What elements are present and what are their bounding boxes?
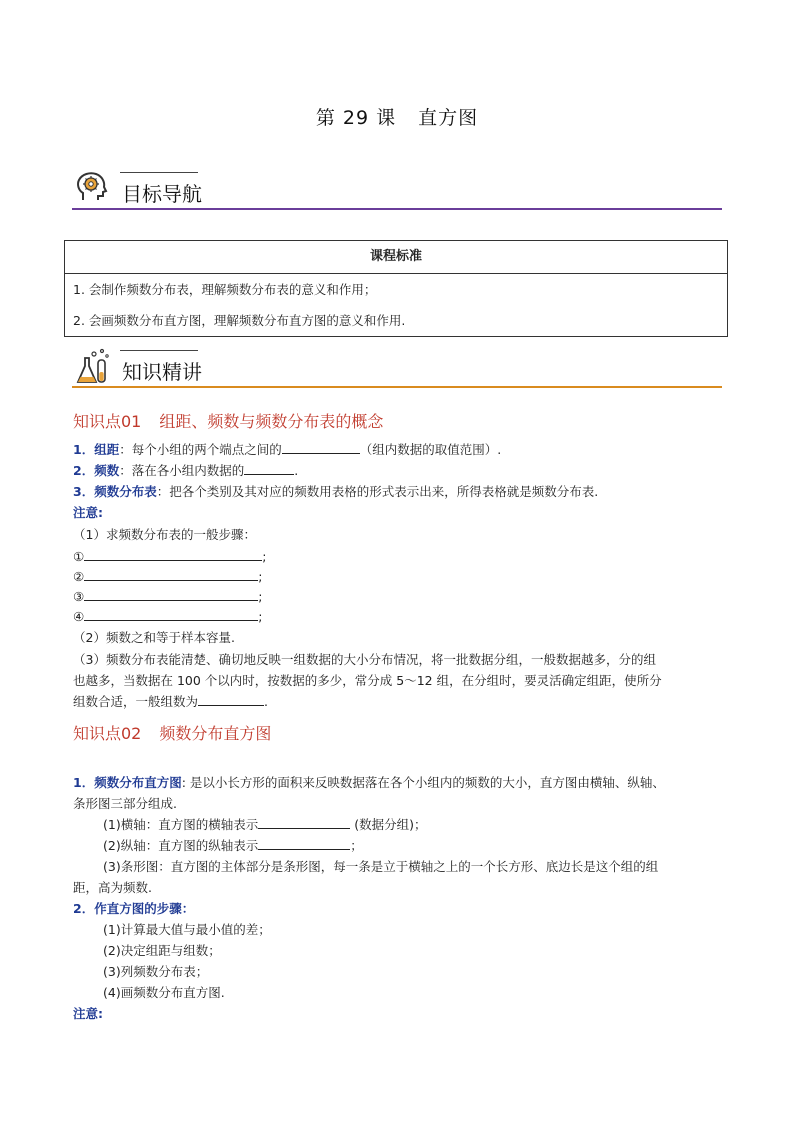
standards-row: 1. 会制作频数分布表，理解频数分布表的意义和作用； [73,282,377,297]
kp2-item1-cont: 条形图三部分组成. [73,796,177,811]
kp2-sub3: (3)条形图：直方图的主体部分是条形图，每一条是立于横轴之上的一个长方形、底边长是这个组的组 [103,859,659,874]
kp2-name: 频数分布直方图 [159,724,272,743]
kp2-note-label: 注意: [73,1006,103,1021]
kp1-note-3-line2: 也越多，当数据在 100 个以内时，按数据的多少，常分成 5～12 组，在分组时，要灵活确定组距，使所分 [73,673,662,688]
kp2-item1: 1．频数分布直方图: 是以小长方形的面积来反映数据落在各个小组内的频数的大小，直方图由横轴、纵轴、 [73,775,665,790]
kp2-step: (4)画频数分布直方图. [103,985,225,1000]
lesson-topic: 直方图 [418,107,479,129]
kp1-item1: 1．组距：每个小组的两个端点之间的 （组内数据的取值范围）. [73,442,502,457]
kp2-sub1: (1)横轴：直方图的横轴表示 (数据分组)； [103,817,427,832]
standards-row: 2. 会画频数分布直方图，理解频数分布直方图的意义和作用. [73,313,406,328]
kp2-step: (1)计算最大值与最小值的差； [103,922,271,937]
kp1-note-3-line1: （3）频数分布表能清楚、确切地反映一组数据的大小分布情况，将一批数据分组，一般数据越多，分的组 [73,652,656,667]
kp1-note-2: （2）频数之和等于样本容量. [73,630,235,645]
fill-blank[interactable] [244,461,294,475]
fill-blank[interactable] [84,567,258,581]
kp2-item2: 2．作直方图的步骤： [73,901,195,916]
knowledge-section-header [72,338,722,388]
goals-section-header [72,160,722,210]
kp1-name: 组距、频数与频数分布表的概念 [159,412,384,431]
kp1-note-label: 注意: [73,505,103,520]
kp1-number: 知识点01 [73,412,142,431]
kp1-item2: 2．频数：落在各小组内数据的 . [73,463,299,478]
goals-title: 目标导航 [122,182,202,206]
lab-flask-icon [72,346,112,386]
kp2-sub3-cont: 距，高为频数. [73,880,152,895]
fill-blank[interactable] [84,607,258,621]
kp1-note-1: （1）求频数分布表的一般步骤： [73,527,256,542]
kp2-sub2: (2)纵轴：直方图的纵轴表示 ； [103,838,363,853]
fill-blank[interactable] [258,815,350,829]
goals-rule [72,208,722,210]
lesson-number: 第 29 课 [315,107,397,129]
page-title [0,103,794,130]
knowledge-title: 知识精讲 [122,360,202,384]
kp1-item3: 3．频数分布表：把各个类别及其对应的频数用表格的形式表示出来，所得表格就是频数分布表. [73,484,599,499]
standards-header: 课程标准 [65,241,727,274]
head-gear-icon [74,170,110,206]
fill-blank[interactable] [282,440,360,454]
kp2-title [73,721,271,744]
step-line: ① ; [73,549,267,564]
fill-blank[interactable] [84,587,258,601]
fill-blank[interactable] [198,692,264,706]
kp2-number: 知识点02 [73,724,142,743]
fill-blank[interactable] [84,547,262,561]
step-line: ④ ; [73,609,263,624]
kp1-title [73,409,383,432]
step-line: ② ; [73,569,263,584]
fill-blank[interactable] [258,836,350,850]
step-line: ③ ; [73,589,263,604]
knowledge-rule [72,386,722,388]
kp1-note-3-line3: 组数合适，一般组数为 . [73,694,268,709]
kp2-step: (3)列频数分布表； [103,964,209,979]
standards-table [64,240,728,337]
kp2-step: (2)决定组距与组数； [103,943,221,958]
